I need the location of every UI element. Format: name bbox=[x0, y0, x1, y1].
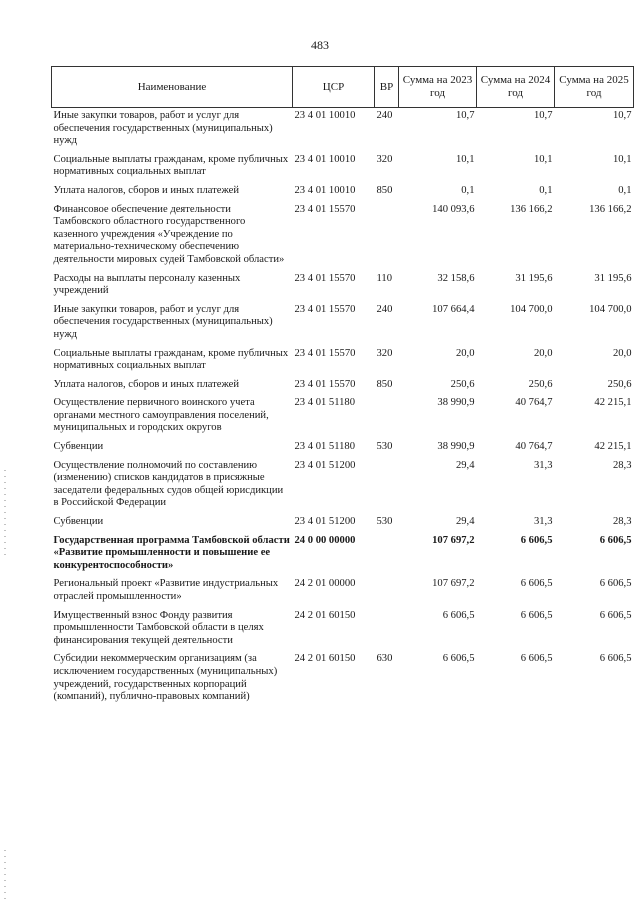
row-sum-2023: 250,6 bbox=[450, 378, 475, 390]
budget-table bbox=[51, 66, 634, 708]
table-row bbox=[52, 302, 634, 346]
row-csr: 23 4 01 15570 bbox=[294, 272, 356, 284]
row-sum-2023: 20,0 bbox=[455, 347, 475, 359]
table-row bbox=[52, 377, 634, 396]
row-vr: 320 bbox=[376, 347, 393, 359]
row-vr: 850 bbox=[376, 378, 393, 390]
row-vr: 850 bbox=[376, 184, 393, 196]
row-sum-2023: 107 664,4 bbox=[432, 303, 475, 315]
row-name: Социальные выплаты гражданам, кроме публичных нормативных социальных выплат bbox=[53, 347, 289, 372]
header-name: Наименование bbox=[52, 67, 293, 108]
row-vr: 240 bbox=[376, 110, 393, 121]
table-row bbox=[52, 271, 634, 302]
row-csr: 23 4 01 15570 bbox=[294, 347, 356, 359]
row-sum-2024: 6 606,5 bbox=[520, 534, 553, 546]
header-sum-2024: Сумма на 2024 год bbox=[477, 67, 555, 108]
row-sum-2024: 40 764,7 bbox=[515, 441, 553, 453]
row-sum-2024: 31,3 bbox=[533, 459, 553, 471]
row-sum-2024: 31 195,6 bbox=[515, 272, 553, 284]
row-vr bbox=[375, 533, 399, 577]
row-name: Региональный проект «Развитие индустриальных отраслей промышленности» bbox=[53, 578, 279, 602]
row-name: Уплата налогов, сборов и иных платежей bbox=[53, 184, 240, 196]
row-sum-2023: 0,1 bbox=[461, 184, 475, 196]
row-vr bbox=[375, 458, 399, 514]
table-row bbox=[52, 439, 634, 458]
row-name: Субвенции bbox=[53, 516, 104, 528]
page-number: 483 bbox=[311, 38, 329, 52]
row-vr: 530 bbox=[376, 441, 393, 453]
row-csr: 23 4 01 51180 bbox=[294, 441, 356, 453]
row-vr bbox=[375, 608, 399, 652]
row-sum-2024: 250,6 bbox=[528, 378, 553, 390]
row-vr: 320 bbox=[376, 153, 393, 165]
row-vr bbox=[375, 576, 399, 607]
row-vr bbox=[375, 202, 399, 271]
row-name: Осуществление полномочий по составлению (изменению) списков кандидатов в присяжные заседатели федеральных судов общей юрисдикции в Российской Федерации bbox=[53, 459, 284, 509]
row-sum-2025: 10,1 bbox=[612, 153, 632, 165]
row-sum-2024: 0,1 bbox=[539, 184, 553, 196]
row-sum-2024: 10,1 bbox=[533, 153, 553, 165]
row-vr: 240 bbox=[376, 303, 393, 315]
row-sum-2023: 29,4 bbox=[455, 516, 475, 528]
row-sum-2023: 6 606,5 bbox=[442, 653, 475, 665]
row-sum-2023: 140 093,6 bbox=[432, 203, 475, 215]
row-sum-2025: 42 215,1 bbox=[594, 441, 632, 453]
row-sum-2025: 28,3 bbox=[612, 516, 632, 528]
row-vr: 530 bbox=[376, 516, 393, 528]
row-csr: 24 2 01 60150 bbox=[294, 609, 356, 621]
row-sum-2025: 28,3 bbox=[612, 459, 632, 471]
row-sum-2023: 107 697,2 bbox=[432, 534, 475, 546]
row-csr: 24 0 00 00000 bbox=[294, 534, 356, 546]
header-csr: ЦСР bbox=[293, 67, 375, 108]
row-name: Имущественный взнос Фонду развития промышленности Тамбовской области в целях финансирования текущей деятельности bbox=[53, 609, 264, 646]
row-sum-2025: 6 606,5 bbox=[599, 609, 632, 621]
table-row bbox=[52, 608, 634, 652]
row-name: Субсидии некоммерческим организациям (за исключением государственных (муниципальных) учреждений, государственных корпораций (компаний), публично-правовых компаний) bbox=[53, 653, 278, 703]
row-name: Государственная программа Тамбовской области «Развитие промышленности и повышение ее конкурентоспособности» bbox=[53, 534, 290, 571]
row-sum-2025: 6 606,5 bbox=[599, 578, 632, 590]
table-body bbox=[52, 108, 634, 708]
row-sum-2024: 6 606,5 bbox=[520, 609, 553, 621]
row-name: Уплата налогов, сборов и иных платежей bbox=[53, 378, 240, 390]
row-sum-2024: 20,0 bbox=[533, 347, 553, 359]
row-sum-2025: 6 606,5 bbox=[599, 653, 632, 665]
table-row bbox=[52, 651, 634, 707]
row-csr: 23 4 01 15570 bbox=[294, 378, 356, 390]
row-name: Расходы на выплаты персоналу казенных учреждений bbox=[53, 272, 241, 297]
row-name: Социальные выплаты гражданам, кроме публичных нормативных социальных выплат bbox=[53, 153, 289, 178]
table-row bbox=[52, 395, 634, 439]
row-sum-2025: 250,6 bbox=[607, 378, 632, 390]
row-sum-2025: 10,7 bbox=[612, 110, 632, 121]
table-row bbox=[52, 458, 634, 514]
row-sum-2025: 0,1 bbox=[618, 184, 632, 196]
row-vr: 630 bbox=[376, 653, 393, 665]
row-csr: 23 4 01 51200 bbox=[294, 459, 356, 471]
row-csr: 23 4 01 51180 bbox=[294, 397, 356, 409]
table-row bbox=[52, 346, 634, 377]
row-csr: 23 4 01 10010 bbox=[294, 184, 356, 196]
row-name: Субвенции bbox=[53, 441, 104, 453]
row-name: Осуществление первичного воинского учета органами местного самоуправления поселений, муниципальных и городских округов bbox=[53, 397, 269, 434]
table-row bbox=[52, 533, 634, 577]
table-row bbox=[52, 576, 634, 607]
row-sum-2023: 6 606,5 bbox=[442, 609, 475, 621]
scan-margin-dots bbox=[4, 470, 6, 560]
row-sum-2023: 107 697,2 bbox=[432, 578, 475, 590]
row-name: Финансовое обеспечение деятельности Тамбовского областного государственного казенного учреждения «Учреждение по материально-техническому обеспечению деятельности мировых судей Тамбовской области» bbox=[53, 203, 285, 265]
row-sum-2023: 29,4 bbox=[455, 459, 475, 471]
row-sum-2024: 10,7 bbox=[533, 110, 553, 121]
header-vr: ВР bbox=[375, 67, 399, 108]
row-sum-2023: 32 158,6 bbox=[437, 272, 475, 284]
row-sum-2024: 136 166,2 bbox=[510, 203, 553, 215]
row-sum-2024: 6 606,5 bbox=[520, 653, 553, 665]
header-sum-2025: Сумма на 2025 год bbox=[555, 67, 634, 108]
row-sum-2024: 6 606,5 bbox=[520, 578, 553, 590]
row-sum-2023: 38 990,9 bbox=[437, 441, 475, 453]
row-sum-2024: 31,3 bbox=[533, 516, 553, 528]
row-csr: 23 4 01 15570 bbox=[294, 203, 356, 215]
row-name: Иные закупки товаров, работ и услуг для обеспечения государственных (муниципальных) нужд bbox=[53, 303, 273, 340]
row-csr: 23 4 01 15570 bbox=[294, 303, 356, 315]
header-sum-2023: Сумма на 2023 год bbox=[399, 67, 477, 108]
row-sum-2025: 136 166,2 bbox=[589, 203, 632, 215]
row-sum-2023: 38 990,9 bbox=[437, 397, 475, 409]
row-sum-2024: 40 764,7 bbox=[515, 397, 553, 409]
table-row bbox=[52, 202, 634, 271]
row-csr: 23 4 01 51200 bbox=[294, 516, 356, 528]
row-csr: 23 4 01 10010 bbox=[294, 110, 356, 121]
row-sum-2023: 10,1 bbox=[455, 153, 475, 165]
row-csr: 23 4 01 10010 bbox=[294, 153, 356, 165]
row-vr bbox=[375, 395, 399, 439]
table-row bbox=[52, 152, 634, 183]
row-vr: 110 bbox=[376, 272, 392, 284]
scan-margin-dots bbox=[4, 850, 6, 900]
row-sum-2025: 104 700,0 bbox=[589, 303, 632, 315]
table-row bbox=[52, 108, 634, 152]
row-sum-2025: 31 195,6 bbox=[594, 272, 632, 284]
row-sum-2025: 42 215,1 bbox=[594, 397, 632, 409]
table-row bbox=[52, 183, 634, 202]
row-sum-2023: 10,7 bbox=[455, 110, 475, 121]
row-csr: 24 2 01 60150 bbox=[294, 653, 356, 665]
row-sum-2025: 6 606,5 bbox=[599, 534, 632, 546]
row-sum-2024: 104 700,0 bbox=[510, 303, 553, 315]
row-sum-2025: 20,0 bbox=[612, 347, 632, 359]
row-csr: 24 2 01 00000 bbox=[294, 578, 356, 590]
table-header bbox=[52, 67, 634, 108]
table-row bbox=[52, 514, 634, 533]
row-name: Иные закупки товаров, работ и услуг для обеспечения государственных (муниципальных) нужд bbox=[53, 110, 273, 147]
